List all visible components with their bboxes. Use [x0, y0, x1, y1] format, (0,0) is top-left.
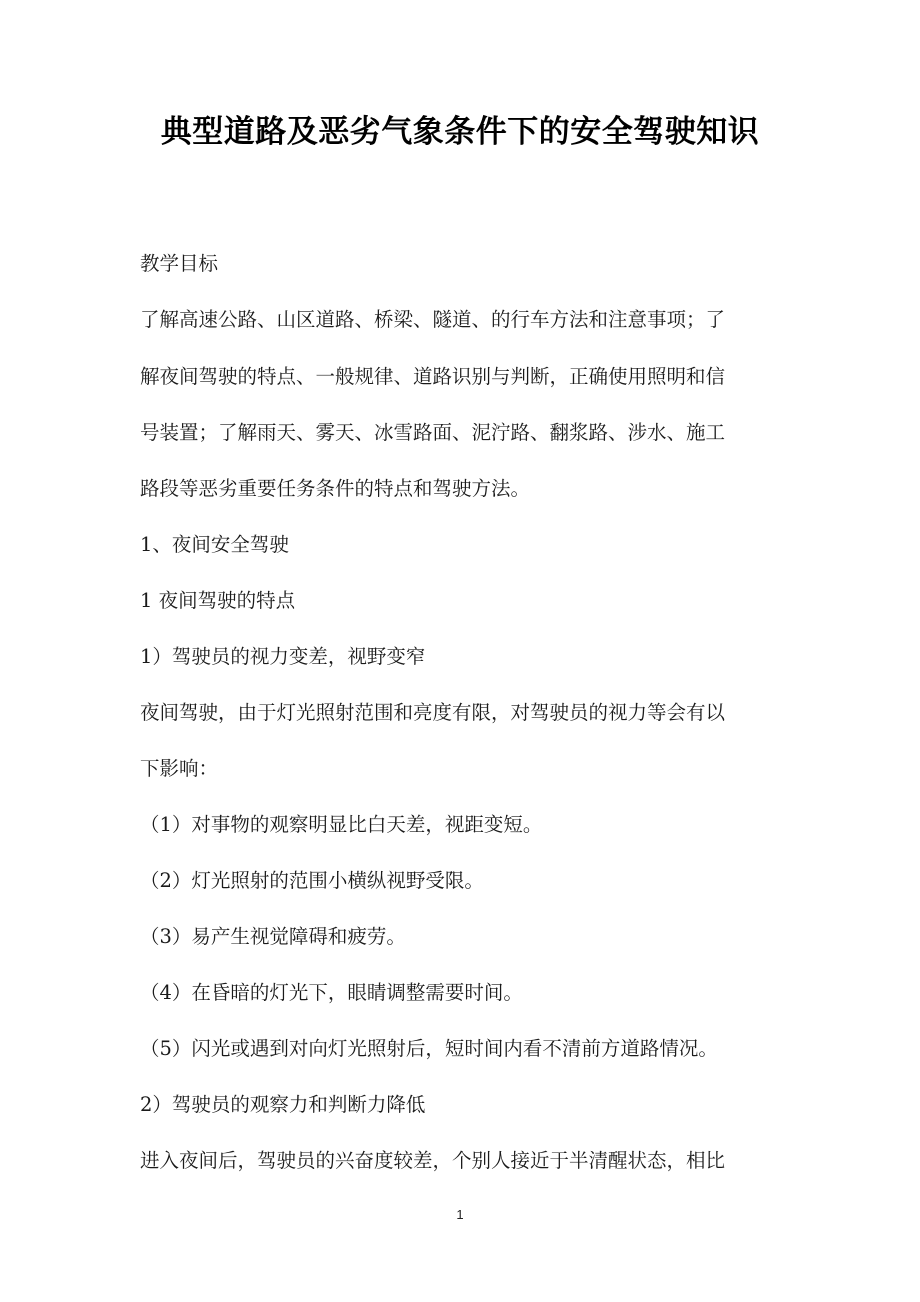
document-title: 典型道路及恶劣气象条件下的安全驾驶知识: [160, 114, 760, 150]
page-number: 1: [456, 1207, 464, 1222]
list-item: （2）灯光照射的范围小横纵视野受限。: [140, 869, 484, 892]
section-heading-night-driving: 1、夜间安全驾驶: [140, 533, 289, 556]
paragraph-line: 路段等恶劣重要任务条件的特点和驾驶方法。: [140, 477, 531, 500]
subsection-heading: 1 夜间驾驶的特点: [140, 589, 296, 612]
list-item: （4）在昏暗的灯光下，眼睛调整需要时间。: [140, 981, 523, 1004]
paragraph-line: 下影响：: [140, 757, 219, 780]
subsection-heading: 2）驾驶员的观察力和判断力降低: [140, 1093, 426, 1116]
paragraph-line: 解夜间驾驶的特点、一般规律、道路识别与判断，正确使用照明和信: [140, 365, 726, 388]
paragraph-line: 夜间驾驶，由于灯光照射范围和亮度有限，对驾驶员的视力等会有以: [140, 701, 726, 724]
subsection-heading: 1）驾驶员的视力变差，视野变窄: [140, 645, 426, 668]
list-item: （1）对事物的观察明显比白天差，视距变短。: [140, 813, 543, 836]
section-heading-teaching-goals: 教学目标: [140, 252, 219, 275]
list-item: （5）闪光或遇到对向灯光照射后，短时间内看不清前方道路情况。: [140, 1037, 718, 1060]
list-item: （3）易产生视觉障碍和疲劳。: [140, 925, 406, 948]
paragraph-line: 号装置；了解雨天、雾天、冰雪路面、泥泞路、翻浆路、涉水、施工: [140, 421, 726, 444]
paragraph-line: 了解高速公路、山区道路、桥梁、隧道、的行车方法和注意事项；了: [140, 308, 726, 331]
paragraph-line: 进入夜间后，驾驶员的兴奋度较差，个别人接近于半清醒状态，相比: [140, 1149, 726, 1172]
